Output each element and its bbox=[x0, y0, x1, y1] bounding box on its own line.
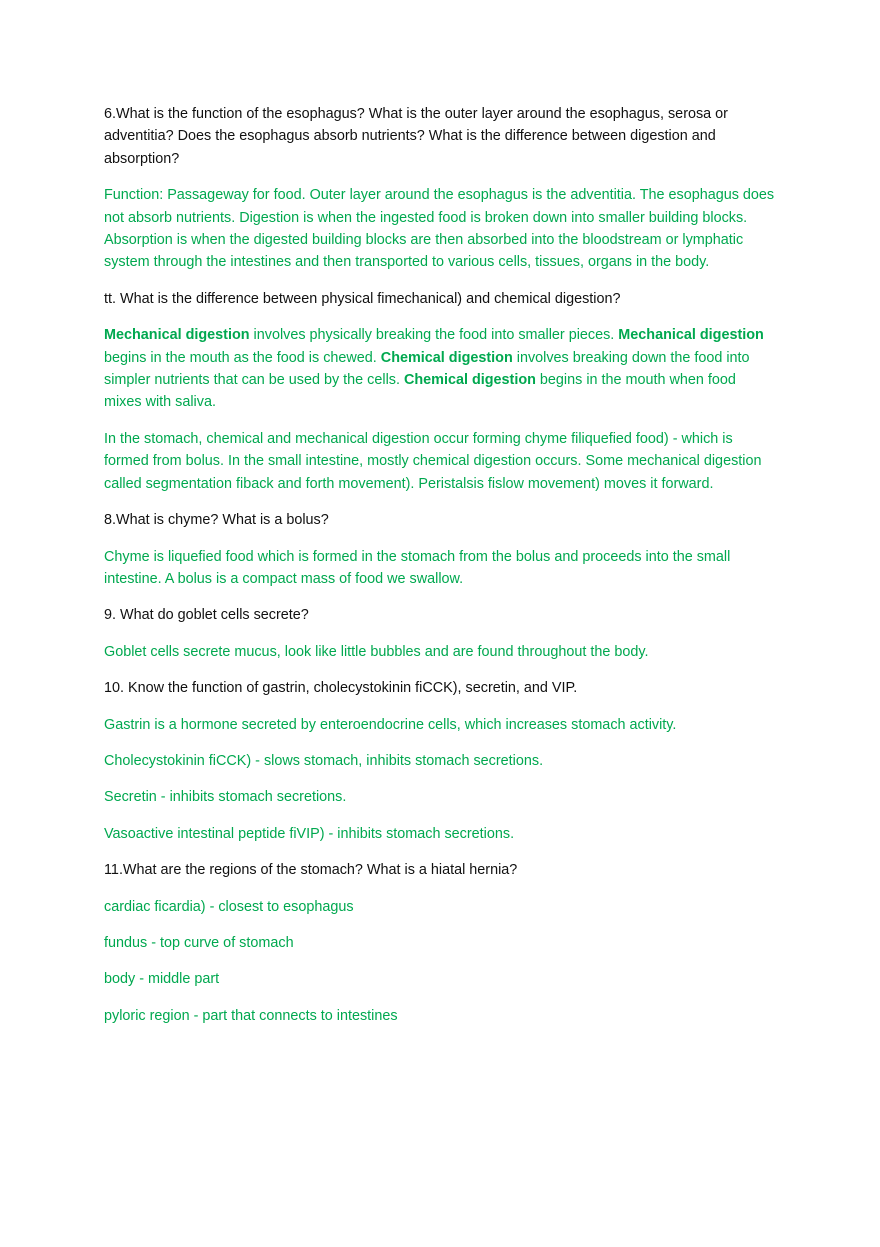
answer-7-text: begins in the mouth as the food is chewed. bbox=[104, 349, 381, 366]
question-6: 6.What is the function of the esophagus? What is the outer layer around the esophagus, serosa or adventitia? Does the esophagus absorb nutrients? What is the difference between digestion and absorption? bbox=[104, 106, 728, 167]
bold-term: Mechanical digestion bbox=[618, 327, 764, 344]
answer-7-stomach: In the stomach, chemical and mechanical digestion occur forming chyme filiquefied food) - which is formed from bolus. In the small intestine, mostly chemical digestion occurs. Some mechanical digestion called segmentation fiback and forth movement). Peristalsis fislow movement) moves it forward. bbox=[104, 430, 762, 492]
bold-term: Chemical digestion bbox=[380, 349, 513, 366]
answer-8: Chyme is liquefied food which is formed in the stomach from the bolus and proceeds into the small intestine. A bolus is a compact mass of food we swallow. bbox=[104, 548, 731, 587]
question-8: 8.What is chyme? What is a bolus? bbox=[104, 512, 329, 529]
answer-10-cck: Cholecystokinin fiCCK) - slows stomach, inhibits stomach secretions. bbox=[104, 752, 544, 769]
question-11: 11.What are the regions of the stomach? What is a hiatal hernia? bbox=[104, 862, 518, 879]
answer-11-cardiac: cardiac ficardia) - closest to esophagus bbox=[104, 898, 354, 915]
answer-10-vip: Vasoactive intestinal peptide fiVIP) - inhibits stomach secretions. bbox=[104, 825, 515, 842]
question-9: 9. What do goblet cells secrete? bbox=[104, 607, 309, 624]
answer-11-fundus: fundus - top curve of stomach bbox=[104, 934, 294, 951]
answer-7 bbox=[104, 324, 776, 414]
answer-7-text: involves breaking down the food into simpler nutrients that can be used by the cells. bbox=[104, 349, 750, 389]
answer-11-pyloric: pyloric region - part that connects to intestines bbox=[104, 1007, 398, 1024]
question-7: tt. What is the difference between physical fimechanical) and chemical digestion? bbox=[104, 290, 621, 307]
answer-7-text: involves physically breaking the food into smaller pieces. bbox=[249, 327, 619, 344]
answer-9: Goblet cells secrete mucus, look like little bubbles and are found throughout the body. bbox=[104, 643, 649, 660]
bold-term: Mechanical digestion bbox=[104, 327, 250, 344]
document-content bbox=[104, 103, 776, 1041]
question-10: 10. Know the function of gastrin, cholecystokinin fiCCK), secretin, and VIP. bbox=[104, 680, 578, 697]
answer-10-gastrin: Gastrin is a hormone secreted by enteroendocrine cells, which increases stomach activity. bbox=[104, 716, 677, 733]
answer-11-body: body - middle part bbox=[104, 971, 220, 988]
answer-7-text: begins in the mouth when food mixes with saliva. bbox=[104, 372, 736, 411]
answer-10-secretin: Secretin - inhibits stomach secretions. bbox=[104, 789, 347, 806]
bold-term: Chemical digestion bbox=[403, 372, 536, 389]
answer-6: Function: Passageway for food. Outer layer around the esophagus is the adventitia. The esophagus does not absorb nutrients. Digestion is when the ingested food is broken down into smaller building blocks. Absorption is when the digested building blocks are then absorbed into the bloodstream or lymphatic system through the intestines and then transported to various cells, tissues, organs in the body. bbox=[104, 187, 775, 271]
